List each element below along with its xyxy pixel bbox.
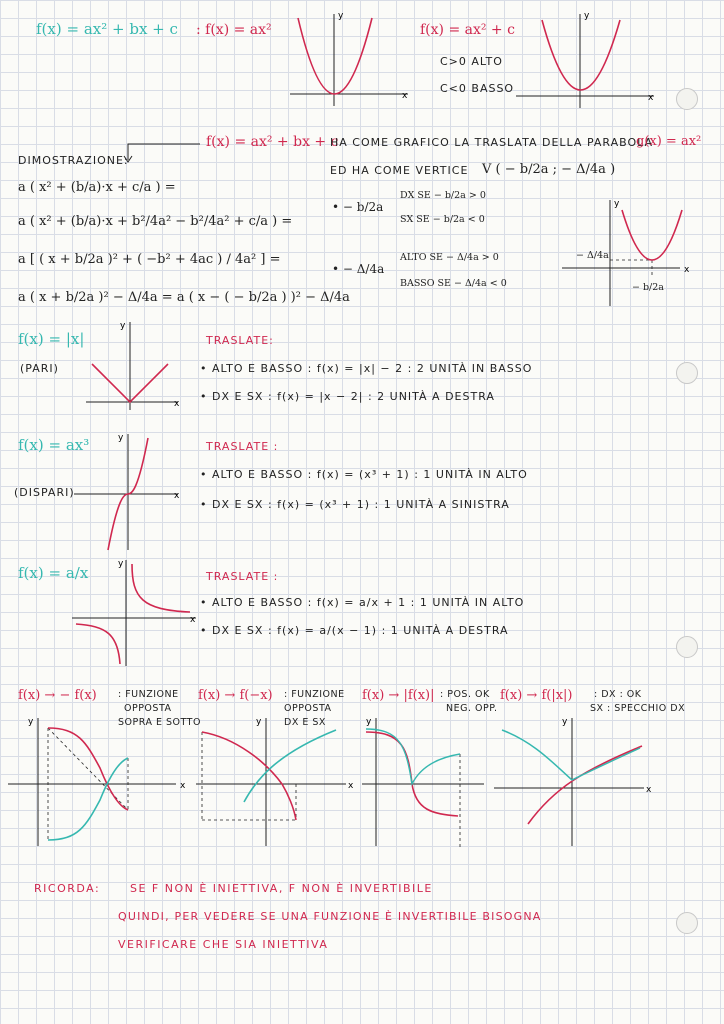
transform-note-4b: SX : SPECCHIO DX bbox=[590, 703, 686, 714]
c-negative-note: C<0 BASSO bbox=[440, 82, 515, 95]
proof-step-1: a ( x² + (b/a)·x + c/a ) = bbox=[18, 180, 176, 195]
hyperbola-translation-horizontal: • DX E SX : f(x) = a/(x − 1) : 1 UNITÀ A DESTRA bbox=[200, 624, 509, 637]
ricorda-line-2: QUINDI, PER VEDERE SE UNA FUNZIONE È INVERTIBILE BISOGNA bbox=[118, 910, 542, 923]
parabola-with-c-formula: f(x) = ax² + c bbox=[420, 22, 515, 38]
shift-x-term: • − b/2a bbox=[332, 200, 384, 214]
shift-up-condition: ALTO SE − Δ/4a > 0 bbox=[400, 252, 499, 263]
graph-abs bbox=[86, 320, 186, 410]
cubic-function: f(x) = ax³ bbox=[18, 436, 90, 454]
ricorda-line-1: SE F NON È INIETTIVA, F NON È INVERTIBILE bbox=[130, 882, 433, 895]
shift-down-condition: BASSO SE − Δ/4a < 0 bbox=[400, 278, 507, 289]
proof-statement-2: ED HA COME VERTICE bbox=[330, 164, 469, 177]
shift-y-term: • − Δ/4a bbox=[332, 262, 385, 276]
binder-hole bbox=[676, 362, 698, 384]
original-curve bbox=[366, 732, 458, 816]
x-axis-label: x bbox=[684, 265, 690, 275]
transform-note-1b: OPPOSTA bbox=[124, 703, 172, 714]
y-axis-label: y bbox=[614, 199, 620, 209]
proof-step-2: a ( x² + (b/a)·x + b²/4a² − b²/4a² + c/a ) = bbox=[18, 214, 293, 229]
cubic-parity: (DISPARI) bbox=[14, 486, 75, 499]
transform-note-2a: : FUNZIONE bbox=[284, 689, 345, 700]
y-axis-label: y bbox=[28, 717, 34, 727]
original-curve bbox=[528, 746, 642, 824]
transformed-curve bbox=[366, 729, 460, 784]
transform-rule-3: f(x) → |f(x)| bbox=[362, 688, 435, 703]
arrow-to-proof bbox=[116, 138, 206, 168]
transform-note-2b: OPPOSTA bbox=[284, 703, 332, 714]
y-axis-label: y bbox=[366, 717, 372, 727]
g-function: g(x) = ax² bbox=[636, 134, 702, 149]
vertex-x-label: − b/2a bbox=[632, 282, 664, 293]
binder-hole bbox=[676, 912, 698, 934]
x-axis-label: x bbox=[174, 491, 180, 501]
original-curve bbox=[202, 732, 296, 820]
graph-transform-opposite-horizontal bbox=[196, 718, 356, 848]
graph-transform-abs-of-f bbox=[362, 718, 492, 848]
graph-transform-f-of-abs bbox=[494, 718, 664, 848]
transform-note-1a: : FUNZIONE bbox=[118, 689, 179, 700]
x-axis-label: x bbox=[646, 785, 652, 795]
x-axis-label: x bbox=[174, 399, 180, 409]
hyperbola-translations-title: TRASLATE : bbox=[206, 570, 279, 583]
transform-rule-2: f(x) → f(−x) bbox=[198, 688, 273, 703]
shift-right-condition: DX SE − b/2a > 0 bbox=[400, 190, 486, 201]
cubic-translation-horizontal: • DX E SX : f(x) = (x³ + 1) : 1 UNITÀ A SINISTRA bbox=[200, 498, 510, 511]
transform-note-4a: : DX : OK bbox=[594, 689, 642, 700]
parabola-curve bbox=[622, 210, 682, 260]
ricorda-label: RICORDA: bbox=[34, 882, 101, 895]
graph-pure-parabola bbox=[290, 10, 420, 110]
graph-cubic bbox=[74, 432, 184, 552]
hyperbola-function: f(x) = a/x bbox=[18, 564, 89, 582]
vertex-y-label: − Δ/4a bbox=[576, 250, 609, 261]
transform-note-1c: SOPRA E SOTTO bbox=[118, 717, 201, 728]
abs-parity: (PARI) bbox=[20, 362, 59, 375]
y-axis-label: y bbox=[118, 433, 124, 443]
hyperbola-translation-vertical: • ALTO E BASSO : f(x) = a/x + 1 : 1 UNITÀ IN ALTO bbox=[200, 596, 525, 609]
c-positive-note: C>0 ALTO bbox=[440, 55, 503, 68]
general-parabola-formula: f(x) = ax² + bx + c bbox=[36, 20, 178, 38]
hyperbola-branch-positive bbox=[132, 564, 190, 612]
cubic-translation-vertical: • ALTO E BASSO : f(x) = (x³ + 1) : 1 UNITÀ IN ALTO bbox=[200, 468, 528, 481]
proof-function: f(x) = ax² + bx + c bbox=[206, 134, 339, 150]
transformed-curve bbox=[244, 730, 336, 802]
graph-parabola-with-c bbox=[516, 10, 666, 110]
x-axis-label: x bbox=[348, 781, 354, 791]
proof-step-3: a [ ( x + b/2a )² + ( −b² + 4ac ) / 4a² ] = bbox=[18, 252, 281, 267]
graph-hyperbola bbox=[72, 558, 202, 668]
pure-parabola-formula: : f(x) = ax² bbox=[196, 22, 272, 38]
vertex-formula: V ( − b/2a ; − Δ/4a ) bbox=[482, 162, 616, 177]
transform-note-3a: : POS. OK bbox=[440, 689, 490, 700]
transform-rule-1: f(x) → − f(x) bbox=[18, 688, 97, 703]
y-axis-label: y bbox=[118, 559, 124, 569]
x-axis-label: x bbox=[402, 91, 408, 101]
hyperbola-branch-negative bbox=[76, 624, 120, 664]
proof-label: DIMOSTRAZIONE: bbox=[18, 154, 129, 167]
cubic-translations-title: TRASLATE : bbox=[206, 440, 279, 453]
abs-translation-horizontal: • DX E SX : f(x) = |x − 2| : 2 UNITÀ A DESTRA bbox=[200, 390, 495, 403]
x-axis-label: x bbox=[180, 781, 186, 791]
transform-note-2c: DX E SX bbox=[284, 717, 326, 728]
binder-hole bbox=[676, 88, 698, 110]
x-axis-label: x bbox=[190, 615, 196, 625]
y-axis-label: y bbox=[120, 321, 126, 331]
shift-left-condition: SX SE − b/2a < 0 bbox=[400, 214, 485, 225]
proof-step-4: a ( x + b/2a )² − Δ/4a = a ( x − ( − b/2a ) )² − Δ/4a bbox=[18, 290, 350, 305]
x-axis-label: x bbox=[648, 93, 654, 103]
transform-note-3b: NEG. OPP. bbox=[446, 703, 498, 714]
graph-transform-opposite-vertical bbox=[8, 718, 188, 848]
abs-translation-vertical: • ALTO E BASSO : f(x) = |x| − 2 : 2 UNITÀ IN BASSO bbox=[200, 362, 533, 375]
abs-translations-title: TRASLATE: bbox=[206, 334, 274, 347]
y-axis-label: y bbox=[584, 11, 590, 21]
y-axis-label: y bbox=[562, 717, 568, 727]
y-axis-label: y bbox=[338, 11, 344, 21]
binder-hole bbox=[676, 636, 698, 658]
transform-rule-4: f(x) → f(|x|) bbox=[500, 688, 573, 703]
proof-statement-1: HA COME GRAFICO LA TRASLATA DELLA PARABOLA bbox=[330, 136, 654, 149]
parabola-curve bbox=[542, 20, 620, 90]
parabola-curve bbox=[298, 18, 372, 94]
abs-function: f(x) = |x| bbox=[18, 330, 85, 348]
ricorda-line-3: VERIFICARE CHE SIA INIETTIVA bbox=[118, 938, 329, 951]
y-axis-label: y bbox=[256, 717, 262, 727]
